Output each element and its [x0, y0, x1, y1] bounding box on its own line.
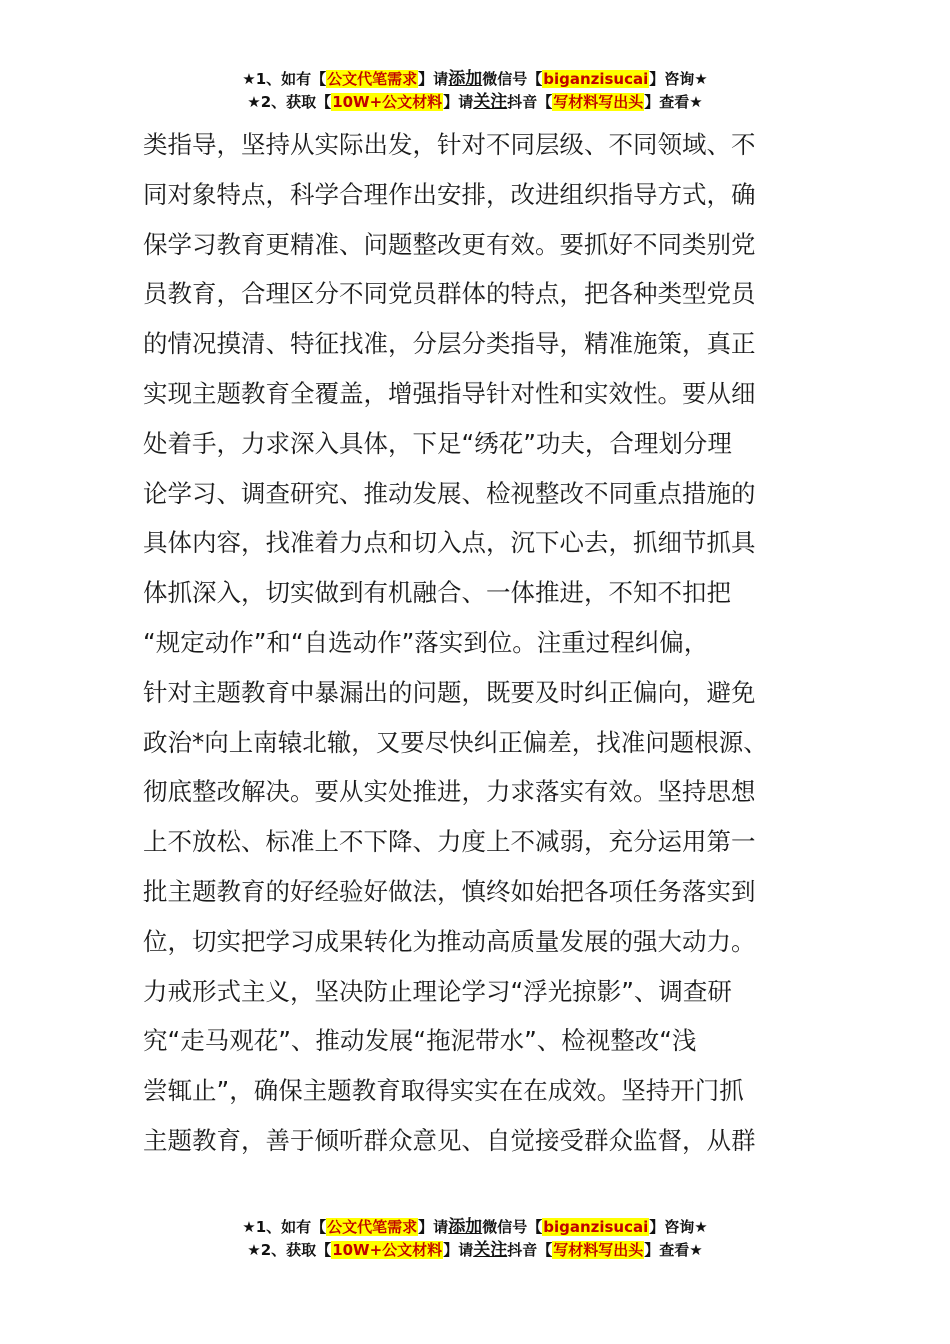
banner-line-2-prefix: ★2、获取【: [247, 93, 332, 111]
body-line: 针对主题教育中暴漏出的问题，既要及时纠正偏向，避免: [143, 677, 756, 707]
footer-line-2: [0, 1239, 950, 1262]
body-line: 处着手，力求深入具体，下足“绣花”功夫，合理划分理: [143, 428, 732, 458]
banner-line-2-mid2: 抖音【: [507, 93, 553, 111]
body-line: 类指导，坚持从实际出发，针对不同层级、不同领域、不: [143, 130, 756, 159]
body-line: 实现主题教育全覆盖，增强指导针对性和实效性。要从细: [143, 378, 756, 408]
body-line: 体抓深入，切实做到有机融合、一体推进，不知不扣把: [143, 578, 731, 608]
body-line: 员教育，合理区分不同党员群体的特点，把各种类型党员: [143, 279, 756, 309]
body-line: 的情况摸清、特征找准，分层分类指导，精准施策，真正: [143, 329, 756, 359]
body-line: 论学习、调查研究、推动发展、检视整改不同重点措施的: [143, 478, 756, 508]
footer-emphasis-follow: 关注: [473, 1240, 508, 1260]
banner-line-1-suffix: 】咨询★: [649, 70, 708, 88]
body-line: 彻底整改解决。要从实处推进，力求落实有效。坚持思想: [143, 777, 756, 807]
banner-highlight-wechat-id: biganzisucai: [543, 70, 649, 88]
header-banner: [0, 68, 950, 114]
footer-highlight-service: 公文代笔需求: [327, 1218, 418, 1236]
footer-highlight-wechat-id: biganzisucai: [543, 1218, 649, 1236]
banner-emphasis-follow: 关注: [473, 92, 508, 112]
banner-highlight-service: 公文代笔需求: [327, 70, 418, 88]
footer-line-1-suffix: 】咨询★: [649, 1218, 708, 1236]
banner-line-1: [0, 68, 950, 91]
body-line: 政治*向上南辕北辙，又要尽快纠正偏差，找准问题根源、: [143, 727, 768, 757]
footer-line-1-prefix: ★1、如有【: [242, 1218, 327, 1236]
footer-line-2-mid: 】请: [443, 1241, 474, 1259]
banner-line-2-mid: 】请: [443, 93, 474, 111]
document-body: [143, 120, 793, 1166]
banner-line-2: [0, 91, 950, 114]
banner-highlight-douyin-id: 写材料写出头: [553, 93, 644, 111]
footer-line-2-prefix: ★2、获取【: [247, 1241, 332, 1259]
banner-line-1-prefix: ★1、如有【: [242, 70, 327, 88]
footer-line-1: [0, 1216, 950, 1239]
body-line: 尝辄止”，确保主题教育取得实实在在成效。坚持开门抓: [143, 1076, 744, 1106]
body-line: 同对象特点，科学合理作出安排，改进组织指导方式，确: [143, 179, 756, 209]
body-line: 主题教育，善于倾听群众意见、自觉接受群众监督，从群: [143, 1125, 756, 1155]
body-line: 力戒形式主义，坚决防止理论学习“浮光掠影”、调查研: [143, 976, 732, 1006]
footer-highlight-douyin-id: 写材料写出头: [553, 1241, 644, 1259]
body-line: 批主题教育的好经验好做法，慎终如始把各项任务落实到: [143, 876, 756, 906]
body-line: 究“走马观花”、推动发展“拖泥带水”、检视整改“浅: [143, 1026, 697, 1056]
footer-line-2-mid2: 抖音【: [507, 1241, 553, 1259]
body-line: 位，切实把学习成果转化为推动高质量发展的强大动力。: [143, 926, 756, 956]
footer-line-1-mid: 】请: [418, 1218, 449, 1236]
body-line: 保学习教育更精准、问题整改更有效。要抓好不同类别党: [143, 229, 756, 259]
footer-line-2-suffix: 】查看★: [644, 1241, 703, 1259]
banner-line-1-mid2: 微信号【: [482, 70, 543, 88]
banner-emphasis-add: 添加: [448, 69, 483, 89]
body-line: 具体内容，找准着力点和切入点，沉下心去，抓细节抓具: [143, 528, 756, 558]
footer-highlight-materials: 10W+公文材料: [332, 1241, 443, 1259]
footer-line-1-mid2: 微信号【: [482, 1218, 543, 1236]
banner-highlight-materials: 10W+公文材料: [332, 93, 443, 111]
body-line: “规定动作”和“自选动作”落实到位。注重过程纠偏，: [143, 627, 709, 657]
body-line: 上不放松、标准上不下降、力度上不减弱，充分运用第一: [143, 827, 756, 857]
banner-line-1-mid: 】请: [418, 70, 449, 88]
banner-line-2-suffix: 】查看★: [644, 93, 703, 111]
footer-emphasis-add: 添加: [448, 1217, 483, 1237]
footer-banner: [0, 1216, 950, 1262]
